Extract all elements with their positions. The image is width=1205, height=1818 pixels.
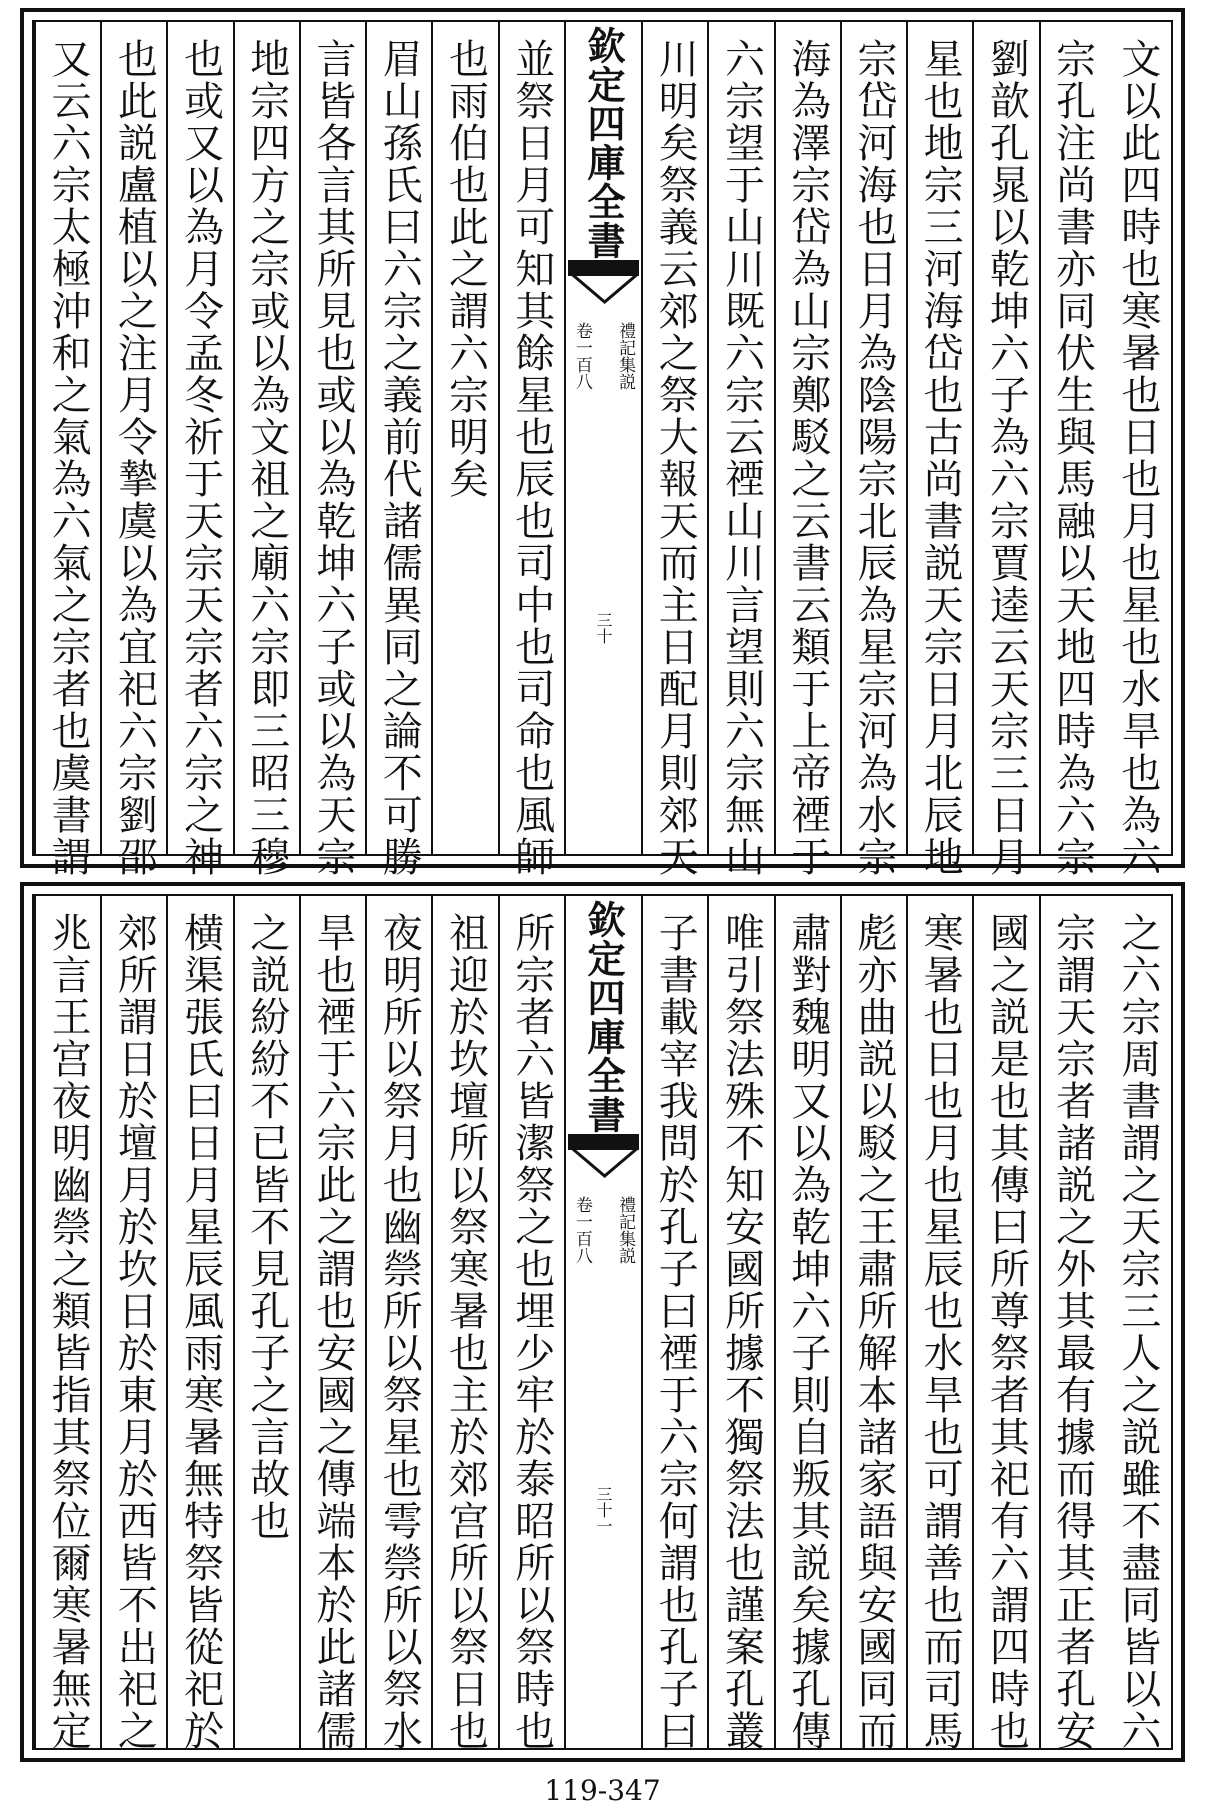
page-number: 119-347	[544, 1774, 661, 1807]
column-text: 也或又以為月令孟冬祈于天宗天宗者六宗之神	[177, 38, 224, 878]
column-text: 彪亦曲説以駁之王肅所解本諸家語與安國同而	[850, 912, 897, 1752]
text-column	[233, 22, 299, 878]
column-text: 眉山孫氏曰六宗之義前代諸儒異同之論不可勝	[376, 38, 423, 878]
column-text: 肅對魏明又以為乾坤六子則自叛其説矣據孔傳	[784, 912, 831, 1752]
fish-tail-mark	[566, 1134, 641, 1166]
volume-label: 卷一百八	[571, 322, 592, 390]
text-column	[100, 896, 166, 1752]
volume-label: 卷一百八	[571, 1196, 592, 1264]
column-text: 川明矣祭義云郊之祭大報天而主日配月則郊天	[652, 38, 699, 878]
text-column	[166, 22, 232, 878]
text-column	[498, 896, 564, 1752]
text-column	[34, 22, 100, 878]
text-column	[840, 22, 906, 878]
text-column	[166, 896, 232, 1752]
text-column	[365, 22, 431, 878]
text-column	[641, 896, 707, 1752]
text-column	[1105, 22, 1171, 878]
column-text: 也雨伯也此之謂六宗明矣	[442, 38, 489, 500]
column-text: 劉歆孔晁以乾坤六子為六宗賈逵云天宗三日月	[983, 38, 1030, 878]
center-title: 欽定四庫全書	[580, 26, 626, 260]
column-text: 宗岱河海也日月為陰陽宗北辰為星宗河為水宗	[850, 38, 897, 878]
column-text: 所宗者六皆潔祭之也埋少牢於泰昭所以祭時也	[508, 912, 555, 1752]
text-column	[1105, 896, 1171, 1752]
text-column	[707, 22, 773, 878]
center-margin-column	[564, 22, 641, 854]
column-text: 又云六宗太極沖和之氣為六氣之宗者也虞書謂	[45, 38, 92, 878]
column-text: 旱也禋于六宗此之謂也安國之傳端本於此諸儒	[310, 912, 357, 1752]
book-title: 禮記集説	[615, 1196, 636, 1264]
text-column	[906, 896, 972, 1752]
text-column	[1039, 22, 1105, 878]
column-text: 星也地宗三河海岱也古尚書説天宗日月北辰地	[917, 38, 964, 878]
bottom-page-panel	[20, 882, 1185, 1762]
top-page-panel	[20, 8, 1185, 878]
text-column	[233, 896, 299, 1748]
column-text: 唯引祭法殊不知安國所據不獨祭法也謹案孔叢	[718, 912, 765, 1752]
text-column	[840, 896, 906, 1752]
column-text: 六宗望于山川既六宗云禋山川言望則六宗無山	[718, 38, 765, 878]
text-column	[365, 896, 431, 1752]
column-text: 並祭日月可知其餘星也辰也司中也司命也風師	[508, 38, 555, 878]
column-text: 宗謂天宗者諸説之外其最有據而得其正者孔安	[1049, 912, 1096, 1752]
column-text: 之説紛紛不已皆不見孔子之言故也	[243, 912, 290, 1542]
column-text: 文以此四時也寒暑也日也月也星也水旱也為六	[1114, 38, 1161, 878]
text-column	[100, 22, 166, 878]
column-text: 也此説盧植以之注月令摯虞以為宜祀六宗劉邵	[111, 38, 158, 878]
center-title: 欽定四庫全書	[580, 900, 626, 1134]
text-column	[972, 22, 1038, 878]
column-text: 郊所謂日於壇月於坎日於東月於西皆不出祀之	[111, 912, 158, 1752]
center-margin-column	[564, 896, 641, 1748]
book-title: 禮記集説	[615, 322, 636, 390]
text-column	[972, 896, 1038, 1752]
text-column	[906, 22, 972, 878]
column-text: 言皆各言其所見也或以為乾坤六子或以為天宗	[310, 38, 357, 878]
fish-tail-mark	[566, 260, 641, 292]
leaf-number: 三十一	[593, 1486, 613, 1534]
text-column	[498, 22, 564, 878]
text-column	[707, 896, 773, 1752]
bottom-page-frame	[32, 894, 1173, 1750]
text-column	[1039, 896, 1105, 1752]
column-text: 子書載宰我問於孔子曰禋于六宗何謂也孔子曰	[652, 912, 699, 1752]
text-column	[774, 22, 840, 878]
top-page-frame	[32, 20, 1173, 878]
text-column	[34, 896, 100, 1752]
leaf-number: 三十	[593, 612, 613, 644]
column-text: 宗孔注尚書亦同伏生與馬融以天地四時為六宗	[1049, 38, 1096, 878]
column-text: 海為澤宗岱為山宗鄭駁之云書云類于上帝禋于	[784, 38, 831, 878]
text-column	[299, 896, 365, 1752]
column-text: 之六宗周書謂之天宗三人之説雖不盡同皆以六	[1114, 912, 1161, 1752]
text-column	[299, 22, 365, 878]
text-column	[431, 22, 497, 854]
column-text: 地宗四方之宗或以為文祖之廟六宗即三昭三穆	[243, 38, 290, 878]
column-text: 兆言王宫夜明幽禜之類皆指其祭位爾寒暑無定	[45, 912, 92, 1752]
column-text: 寒暑也日也月也星辰也水旱也可謂善也而司馬	[917, 912, 964, 1752]
column-text: 祖迎於坎壇所以祭寒暑也主於郊宫所以祭日也	[442, 912, 489, 1752]
text-column	[431, 896, 497, 1752]
column-text: 夜明所以祭月也幽禜所以祭星也雩禜所以祭水	[376, 912, 423, 1752]
column-text: 國之説是也其傳曰所尊祭者其祀有六謂四時也	[983, 912, 1030, 1752]
column-text: 横渠張氏曰日月星辰風雨寒暑無特祭皆從祀於	[177, 912, 224, 1752]
text-column	[774, 896, 840, 1752]
text-column	[641, 22, 707, 878]
